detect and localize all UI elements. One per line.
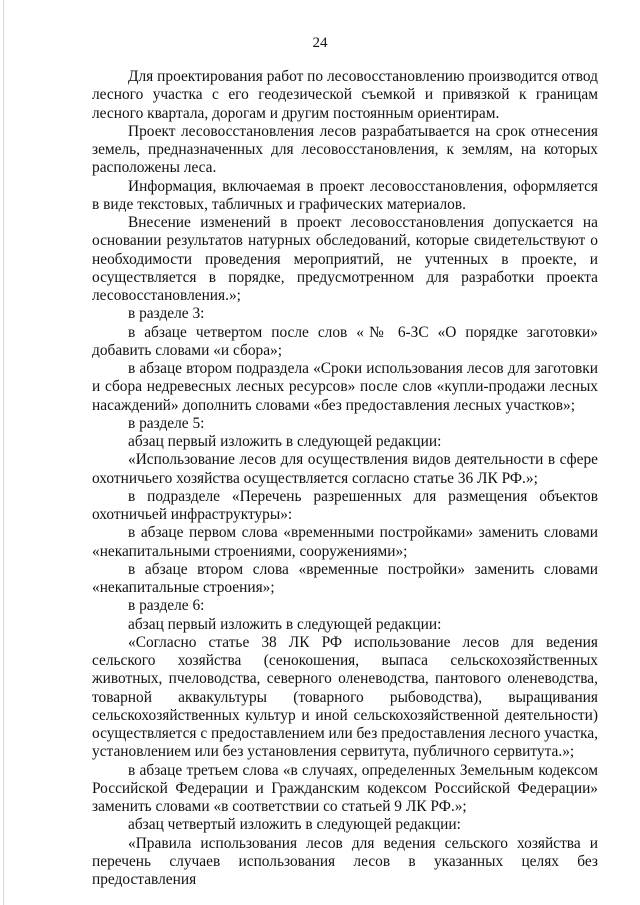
- paragraph-7: в абзаце втором подраздела «Сроки использования лесов для заготовки и сбора недревесных лесных ресурсов» после слов «купли-продажи лесных насаждений» дополнить словами «без предоставления лесных участков»;: [92, 360, 598, 414]
- paragraph-1: Для проектирования работ по лесовосстановлению производится отвод лесного участка с его геодезической съемкой и привязкой к границам лесного квартала, дорогам и другим постоянным ориентирам.: [92, 68, 598, 122]
- paragraph-12: в абзаце первом слова «временными постройками» заменить словами «некапитальными строениями, сооружениями»;: [92, 524, 598, 560]
- paragraph-5: в разделе 3:: [128, 305, 205, 323]
- paragraph-18: абзац четвертый изложить в следующей редакции:: [128, 816, 461, 834]
- paragraph-14: в разделе 6:: [128, 597, 205, 615]
- scan-edge-line: [3, 0, 4, 905]
- paragraph-2: Проект лесовосстановления лесов разрабатывается на срок отнесения земель, предназначенных для лесовосстановления, к землям, на которых расположены леса.: [92, 122, 598, 177]
- paragraph-9: абзац первый изложить в следующей редакции:: [128, 433, 442, 450]
- paragraph-17: в абзаце третьем слова «в случаях, определенных Земельным кодексом Российской Федерации и Гражданским кодексом Российской Федерации» заменить словами «в соответствии со статьей 9 ЛК РФ.»;: [92, 761, 598, 815]
- paragraph-8: в разделе 5:: [128, 414, 205, 432]
- paragraph-6: в абзаце четвертом после слов «№ 6-ЗС «О порядке заготовки» добавить словами «и сбора»;: [92, 323, 598, 359]
- document-body: [92, 68, 598, 889]
- paragraph-16: «Согласно статье 38 ЛК РФ использование лесов для ведения сельского хозяйства (сенокошения, выпаса сельскохозяйственных животных, пчеловодства, северного оленеводства, пантового оленеводства, товарной аквакультуры (товарного рыбоводства), выращивания сельскохозяйственных культур и иной сельскохозяйственной деятельности) осуществляется с предоставлением или без предоставления лесного участка, установлением или без установления сервитута, публичного сервитута.»;: [92, 633, 599, 761]
- paragraph-11: в подразделе «Перечень разрешенных для размещения объектов охотничьей инфраструктуры»:: [92, 487, 598, 523]
- paragraph-10: «Использование лесов для осуществления видов деятельности в сфере охотничьего хозяйства осуществляется согласно статье 36 ЛК РФ.»;: [92, 451, 598, 487]
- paragraph-4: Внесение изменений в проект лесовосстановления допускается на основании результатов натурных обследований, которые свидетельствуют о необходимости проведения мероприятий, не учтенных в проекте, и осуществляется в порядке, предусмотренном для разработки проекта лесовосстановления.»;: [92, 214, 598, 304]
- paragraph-19: «Правила использования лесов для ведения сельского хозяйства и перечень случаев использования лесов в указанных целях без предоставления: [92, 834, 598, 888]
- paragraph-3: Информация, включаемая в проект лесовосстановления, оформляется в виде текстовых, табличных и графических материалов.: [92, 177, 598, 213]
- page-number: 24: [312, 35, 328, 51]
- paragraph-15: абзац первый изложить в следующей редакции:: [128, 615, 442, 633]
- paragraph-13: в абзаце втором слова «временные постройки» заменить словами «некапитальные строения»;: [92, 560, 598, 596]
